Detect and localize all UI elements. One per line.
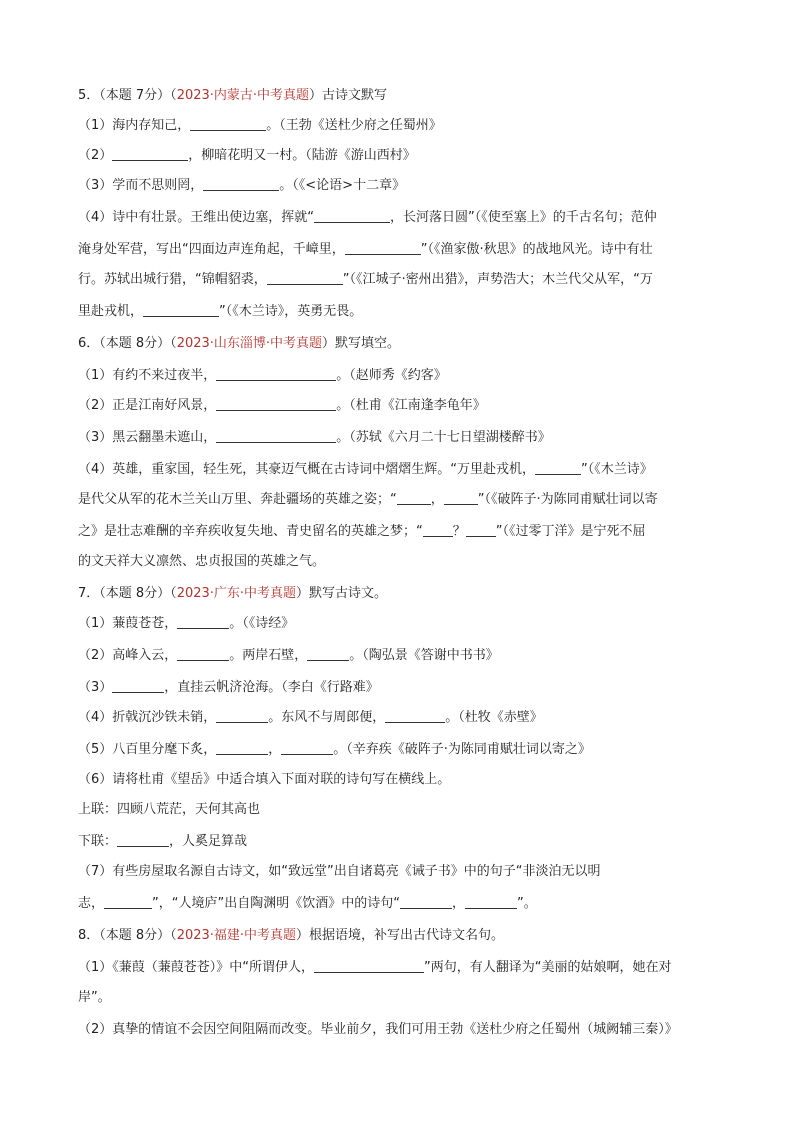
question-line bbox=[78, 240, 738, 260]
text-run: （1）蒹葭苍苍， bbox=[78, 616, 178, 631]
answer-blank[interactable] bbox=[444, 491, 478, 505]
answer-blank[interactable] bbox=[385, 709, 445, 723]
question-line bbox=[78, 366, 738, 386]
answer-blank[interactable] bbox=[216, 709, 268, 723]
text-run: （4）英雄，重家国，轻生死，其豪迈气概在古诗词中熠熠生辉。“万里赴戎机， bbox=[78, 462, 536, 477]
question-line bbox=[78, 302, 738, 322]
text-run: 行。苏轼出城行猎，“锦帽貂裘， bbox=[78, 272, 267, 287]
question-line bbox=[78, 614, 738, 634]
text-run: 。（《<论语>十二章》 bbox=[279, 178, 406, 193]
question-line bbox=[78, 1020, 738, 1040]
text-run: （4）折戟沉沙铁未销， bbox=[78, 710, 217, 725]
question-line bbox=[78, 832, 738, 852]
answer-blank[interactable] bbox=[104, 895, 152, 909]
text-run: ”。 bbox=[516, 896, 537, 911]
question-line bbox=[78, 116, 738, 136]
text-run: ，直挂云帆济沧海。（李白《行路难》 bbox=[164, 680, 379, 695]
text-run: 。（辛弃疾《破阵子·为陈同甫赋壮词以寄之》 bbox=[333, 742, 591, 757]
question-heading bbox=[78, 926, 738, 946]
text-run: ， bbox=[268, 742, 282, 757]
answer-blank[interactable] bbox=[177, 615, 229, 629]
text-run: （2）正是江南好风景， bbox=[78, 398, 217, 413]
text-run: ”两句，有人翻译为“美丽的姑娘啊，她在对 bbox=[424, 960, 672, 975]
text-run: 下联： bbox=[78, 834, 118, 849]
text-run: ）默写填空。 bbox=[322, 336, 401, 351]
text-run: （1）有约不来过夜半， bbox=[78, 368, 217, 383]
answer-blank[interactable] bbox=[314, 209, 390, 223]
text-run: （5）八百里分麾下炙， bbox=[78, 742, 217, 757]
question-line bbox=[78, 678, 738, 698]
answer-blank[interactable] bbox=[216, 741, 268, 755]
source-tag: 2023·福建·中考真题 bbox=[176, 928, 297, 943]
answer-blank[interactable] bbox=[423, 523, 453, 537]
question-line bbox=[78, 800, 738, 820]
text-run: （1）《蒹葭（蒹葭苍苍）》中“所谓伊人， bbox=[78, 960, 315, 975]
answer-blank[interactable] bbox=[307, 647, 349, 661]
answer-blank[interactable] bbox=[267, 271, 343, 285]
question-line bbox=[78, 894, 738, 914]
text-run: ”（《渔家傲·秋思》的战地风光。诗中有壮 bbox=[420, 242, 653, 257]
text-run: ，柳暗花明又一村。（陆游《游山西村》 bbox=[188, 148, 416, 163]
text-run: 岸”。 bbox=[78, 990, 111, 1005]
question-line bbox=[78, 176, 738, 196]
text-run: 是代父从军的花木兰关山万里、奔赴疆场的英雄之姿；“ bbox=[78, 492, 397, 507]
answer-blank[interactable] bbox=[112, 679, 164, 693]
source-tag: 2023·广东·中考真题 bbox=[176, 586, 297, 601]
answer-blank[interactable] bbox=[203, 177, 279, 191]
text-run: 。两岸石壁， bbox=[229, 648, 308, 663]
answer-blank[interactable] bbox=[117, 833, 169, 847]
answer-blank[interactable] bbox=[177, 647, 229, 661]
text-run: ， bbox=[430, 492, 444, 507]
text-run: ，长河落日圆”（《使至塞上》的千古名句；范仲 bbox=[390, 210, 657, 225]
text-run: 。东风不与周郎便， bbox=[268, 710, 386, 725]
answer-blank[interactable] bbox=[281, 741, 333, 755]
question-line bbox=[78, 958, 738, 978]
text-run: 。（《诗经》 bbox=[229, 616, 295, 631]
text-run: ”（《过零丁洋》是宁死不屈 bbox=[495, 524, 646, 539]
text-run: ？ bbox=[452, 524, 466, 539]
question-line bbox=[78, 708, 738, 728]
text-run: （2）真挚的情谊不会因空间阻隔而改变。毕业前夕，我们可用王勃《送杜少府之任蜀州（城阙辅三秦）》 bbox=[78, 1022, 678, 1037]
question-line bbox=[78, 522, 738, 542]
answer-blank[interactable] bbox=[465, 895, 517, 909]
question-heading bbox=[78, 86, 738, 106]
question-line bbox=[78, 396, 738, 416]
text-run: （3）学而不思则罔， bbox=[78, 178, 204, 193]
text-run: （2） bbox=[78, 148, 113, 163]
text-run: （7）有些房屋取名源自古诗文，如“致远堂”出自诸葛亮《诫子书》中的句子“非淡泊无以明 bbox=[78, 864, 601, 879]
text-run: 6．（本题 8分）（ bbox=[78, 336, 177, 351]
text-run: 7．（本题 8分）（ bbox=[78, 586, 177, 601]
answer-blank[interactable] bbox=[535, 461, 581, 475]
answer-blank[interactable] bbox=[466, 523, 496, 537]
question-line bbox=[78, 646, 738, 666]
answer-blank[interactable] bbox=[143, 303, 219, 317]
text-run: ）古诗文默写 bbox=[309, 88, 388, 103]
answer-blank[interactable] bbox=[397, 491, 431, 505]
question-line bbox=[78, 988, 738, 1008]
answer-blank[interactable] bbox=[400, 895, 452, 909]
text-run: 的文天祥大义凛然、忠贞报国的英雄之气。 bbox=[78, 554, 326, 569]
text-run: 。（陶弘景《答谢中书书》 bbox=[349, 648, 499, 663]
text-run: ）默写古诗文。 bbox=[296, 586, 388, 601]
text-run: 志， bbox=[78, 896, 105, 911]
text-run: ”（《江城子·密州出猎》，声势浩大；木兰代父从军，“万 bbox=[342, 272, 653, 287]
question-line bbox=[78, 208, 738, 228]
answer-blank[interactable] bbox=[112, 147, 188, 161]
answer-blank[interactable] bbox=[216, 429, 336, 443]
text-run: ，人奚足算哉 bbox=[169, 834, 248, 849]
source-tag: 2023·山东淄博·中考真题 bbox=[176, 336, 323, 351]
text-run: 8．（本题 8分）（ bbox=[78, 928, 177, 943]
text-run: 5．（本题 7分）（ bbox=[78, 88, 177, 103]
text-run: 淹身处军营，写出“四面边声连角起，千嶂里， bbox=[78, 242, 345, 257]
answer-blank[interactable] bbox=[190, 117, 266, 131]
text-run: ”，“人境庐”出自陶渊明《饮酒》中的诗句“ bbox=[152, 896, 400, 911]
text-run: 上联：四顾八荒茫，天何其高也 bbox=[78, 802, 261, 817]
text-run: （2）高峰入云， bbox=[78, 648, 178, 663]
text-run: 。（王勃《送杜少府之任蜀州》 bbox=[266, 118, 442, 133]
text-run: ， bbox=[451, 896, 465, 911]
answer-blank[interactable] bbox=[314, 959, 424, 973]
text-run: 。（杜牧《赤壁》 bbox=[445, 710, 543, 725]
question-heading bbox=[78, 334, 738, 354]
answer-blank[interactable] bbox=[216, 367, 336, 381]
source-tag: 2023·内蒙古·中考真题 bbox=[176, 88, 310, 103]
question-line bbox=[78, 552, 738, 572]
question-line bbox=[78, 428, 738, 448]
text-run: （3）黑云翻墨未遮山， bbox=[78, 430, 217, 445]
question-line bbox=[78, 270, 738, 290]
answer-blank[interactable] bbox=[216, 397, 336, 411]
text-run: （1）海内存知己， bbox=[78, 118, 191, 133]
text-run: 。（杜甫《江南逢李龟年》 bbox=[336, 398, 486, 413]
question-line bbox=[78, 862, 738, 882]
text-run: ）根据语境，补写出古代诗文名句。 bbox=[296, 928, 505, 943]
question-line bbox=[78, 770, 738, 790]
text-run: 。（苏轼《六月二十七日望湖楼醉书》 bbox=[336, 430, 551, 445]
text-run: ”（《破阵子·为陈同甫赋壮词以寄 bbox=[477, 492, 658, 507]
question-line bbox=[78, 460, 738, 480]
text-run: ”（《木兰诗》，英勇无畏。 bbox=[219, 304, 363, 319]
text-run: 。（赵师秀《约客》 bbox=[336, 368, 447, 383]
answer-blank[interactable] bbox=[345, 241, 421, 255]
text-run: （6）请将杜甫《望岳》中适合填入下面对联的诗句写在横线上。 bbox=[78, 772, 451, 787]
text-run: 里赴戎机， bbox=[78, 304, 144, 319]
text-run: （3） bbox=[78, 680, 113, 695]
question-heading bbox=[78, 584, 738, 604]
question-line bbox=[78, 146, 738, 166]
question-line bbox=[78, 740, 738, 760]
text-run: （4）诗中有壮景。王维出使边塞，挥就“ bbox=[78, 210, 315, 225]
text-run: ”（《木兰诗》 bbox=[581, 462, 653, 477]
question-line bbox=[78, 490, 738, 510]
text-run: 之》是壮志难酬的辛弃疾收复失地、青史留名的英雄之梦；“ bbox=[78, 524, 423, 539]
